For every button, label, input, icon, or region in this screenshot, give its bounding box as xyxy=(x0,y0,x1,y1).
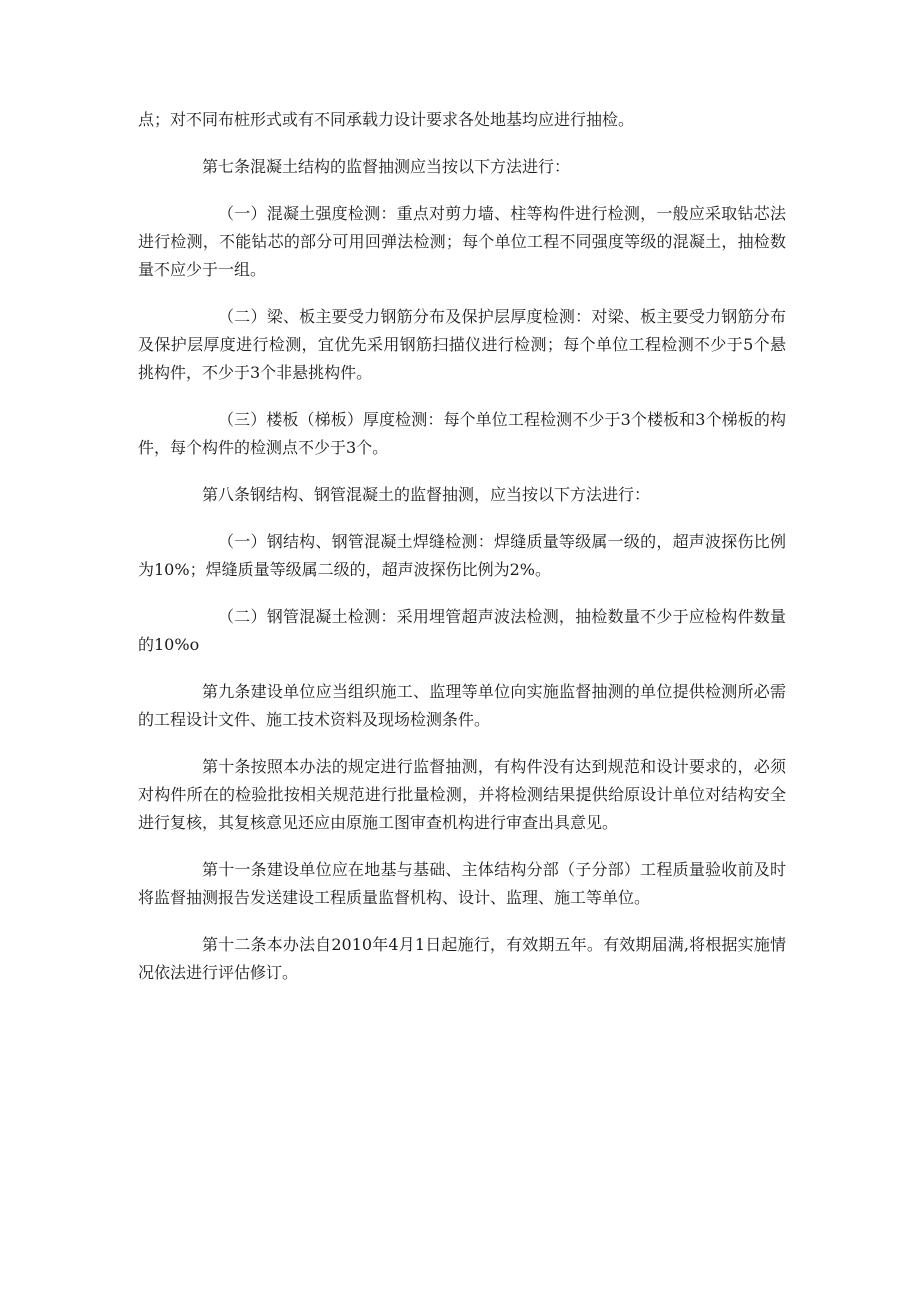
article-11: 第十一条建设单位应在地基与基础、主体结构分部（子分部）工程质量验收前及时将监督抽测报告发送建设工程质量监督机构、设计、监理、施工等单位。 xyxy=(138,860,786,907)
paragraph-continuation: 点；对不同布桩形式或有不同承载力设计要求各处地基均应进行抽检。 xyxy=(138,110,635,129)
article-8-heading: 第八条钢结构、钢管混凝土的监督抽测，应当按以下方法进行： xyxy=(202,485,651,504)
article-7-heading: 第七条混凝土结构的监督抽测应当按以下方法进行： xyxy=(202,157,571,176)
article-9: 第九条建设单位应当组织施工、监理等单位向实施监督抽测的单位提供检测所必需的工程设计文件、施工技术资料及现场检测条件。 xyxy=(138,682,786,729)
article-7-item-3: （三）楼板（梯板）厚度检测：每个单位工程检测不少于3个楼板和3个梯板的构件，每个构件的检测点不少于3个。 xyxy=(138,410,786,457)
article-8-item-1: （一）钢结构、钢管混凝土焊缝检测：焊缝质量等级属一级的，超声波探伤比例为10%；焊缝质量等级属二级的，超声波探伤比例为2%。 xyxy=(138,532,786,579)
article-8-item-2: （二）钢管混凝土检测：采用埋管超声波法检测，抽检数量不少于应检构件数量的10%o xyxy=(138,607,786,654)
article-10: 第十条按照本办法的规定进行监督抽测，有构件没有达到规范和设计要求的，必须对构件所在的检验批按相关规范进行批量检测，并将检测结果提供给原设计单位对结构安全进行复核，其复核意见还应由原施工图审查机构进行审查出具意见。 xyxy=(138,757,786,832)
article-7-item-1: （一）混凝土强度检测：重点对剪力墙、柱等构件进行检测，一般应采取钻芯法进行检测，不能钻芯的部分可用回弹法检测；每个单位工程不同强度等级的混凝土，抽检数量不应少于一组。 xyxy=(138,204,786,279)
article-12: 第十二条本办法自2010年4月1日起施行，有效期五年。有效期届满,将根据实施情况依法进行评估修订。 xyxy=(138,935,786,982)
article-7-item-2: （二）梁、板主要受力钢筋分布及保护层厚度检测：对梁、板主要受力钢筋分布及保护层厚度进行检测，宜优先采用钢筋扫描仪进行检测；每个单位工程检测不少于5个悬挑构件，不少于3个非悬挑构件。 xyxy=(138,307,786,382)
document-page xyxy=(138,106,786,1006)
